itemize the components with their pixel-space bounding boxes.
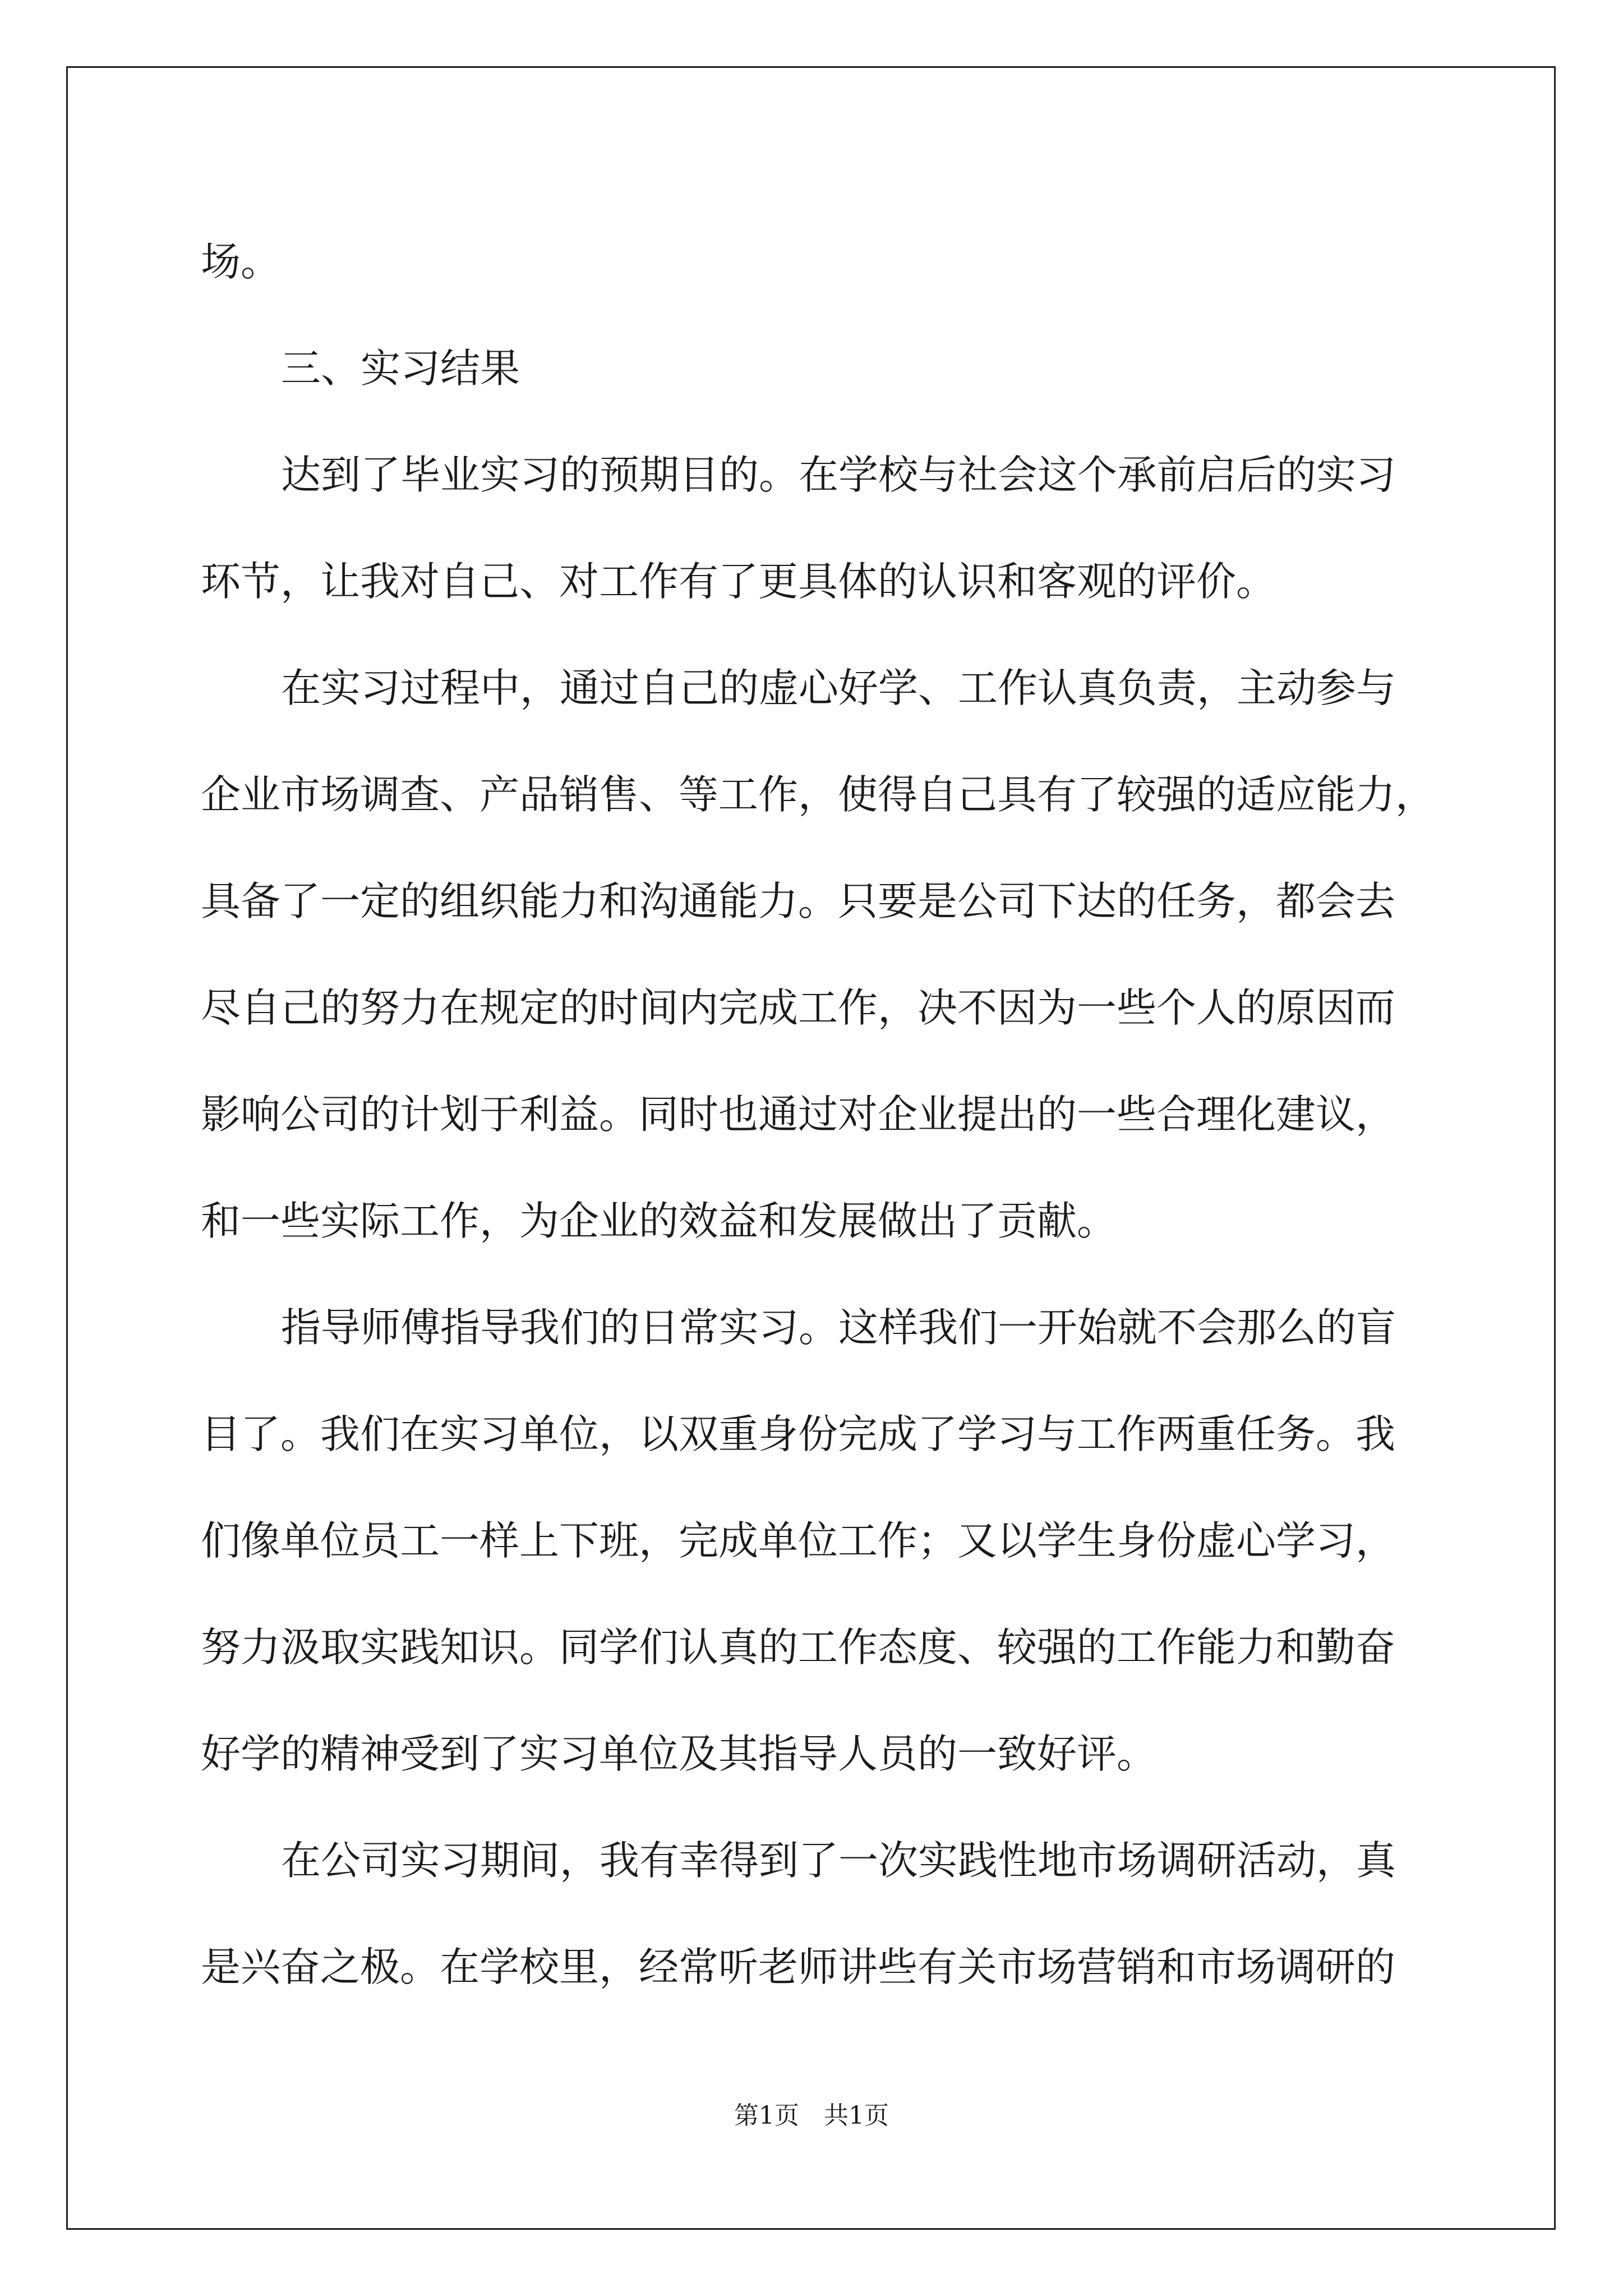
text-line: 努力汲取实践知识。同学们认真的工作态度、较强的工作能力和勤奋 [201,1624,1396,1671]
text-line: 场。 [201,238,281,285]
text-line: 目了。我们在实习单位，以双重身份完成了学习与工作两重任务。我 [201,1411,1396,1457]
page-footer [0,2099,1623,2133]
text-line: 达到了毕业实习的预期目的。在学校与社会这个承前启后的实习 [281,452,1396,498]
text-line: 们像单位员工一样上下班，完成单位工作；又以学生身份虚心学习， [201,1517,1396,1564]
text-line: 在公司实习期间，我有幸得到了一次实践性地市场调研活动，真 [281,1837,1396,1884]
text-line: 在实习过程中，通过自己的虚心好学、工作认真负责，主动参与 [281,665,1396,711]
text-line: 三、实习结果 [281,345,520,392]
text-line: 尽自己的努力在规定的时间内完成工作，决不因为一些个人的原因而 [201,984,1396,1031]
document-body [201,209,1435,2021]
footer-current-page: 第1页 [734,2101,799,2130]
text-line: 好学的精神受到了实习单位及其指导人员的一致好评。 [201,1731,1157,1777]
text-line: 是兴奋之极。在学校里，经常听老师讲些有关市场营销和市场调研的 [201,1944,1396,1990]
text-line: 环节，让我对自己、对工作有了更具体的认识和客观的评价。 [201,558,1276,605]
text-line: 指导师傅指导我们的日常实习。这样我们一开始就不会那么的盲 [281,1304,1396,1351]
text-line: 企业市场调查、产品销售、等工作，使得自己具有了较强的适应能力， [201,771,1436,818]
text-line: 和一些实际工作，为企业的效益和发展做出了贡献。 [201,1198,1117,1244]
text-line: 具备了一定的组织能力和沟通能力。只要是公司下达的任务，都会去 [201,878,1396,924]
text-line: 影响公司的计划于利益。同时也通过对企业提出的一些合理化建议， [201,1091,1396,1138]
footer-total-pages: 共1页 [824,2101,889,2130]
